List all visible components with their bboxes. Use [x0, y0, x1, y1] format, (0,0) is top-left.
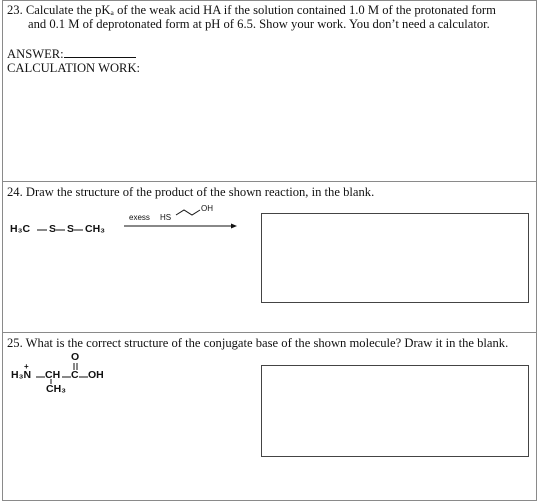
answer-box-25[interactable]: [261, 365, 529, 457]
question-23-line1: 23. Calculate the pKₐ of the weak acid HA if the solution contained 1.0 M of the protonated form: [7, 3, 496, 17]
question-24-text: 24. Draw the structure of the product of the shown reaction, in the blank.: [7, 185, 375, 199]
answer-line: [7, 47, 136, 61]
reaction-arrow-head: [231, 224, 237, 229]
molecule-ch: CH: [45, 369, 61, 381]
molecule-oh: OH: [88, 369, 104, 381]
question-24-box: [2, 181, 537, 333]
question-23-line2: and 0.1 M of deprotonated form at pH of 6.5. Show your work. You don’t need a calculator.: [28, 17, 490, 31]
reagent-oh: OH: [201, 204, 213, 213]
reaction-drawing: [3, 182, 303, 262]
reactant-h3c: H₃C: [10, 223, 31, 235]
question-23-text: [7, 3, 533, 31]
question-25-text: 25. What is the correct structure of the conjugate base of the shown molecule? Draw it in the blank.: [7, 336, 509, 350]
reactant-ch3: CH₃: [85, 223, 106, 235]
answer-label: ANSWER:: [7, 47, 64, 61]
molecule-c: C: [71, 369, 79, 381]
question-23-box: [2, 0, 537, 182]
worksheet-page: [2, 0, 537, 501]
molecule-ch3: CH₃: [46, 383, 67, 395]
molecule-h3n: H₃N: [11, 369, 32, 381]
calculation-work-label: CALCULATION WORK:: [7, 61, 141, 75]
answer-box-24[interactable]: [261, 213, 529, 303]
reactant-s1: S: [49, 223, 57, 235]
plus-charge: +: [24, 362, 29, 371]
answer-blank[interactable]: [64, 47, 136, 58]
reagent-chain: [176, 210, 200, 215]
reagent-exess: exess: [129, 213, 150, 222]
molecule-o: O: [71, 351, 80, 363]
reactant-s2: S: [67, 223, 75, 235]
reagent-hs: HS: [160, 213, 172, 222]
question-25-box: [2, 332, 537, 501]
molecule-drawing: [3, 333, 123, 403]
